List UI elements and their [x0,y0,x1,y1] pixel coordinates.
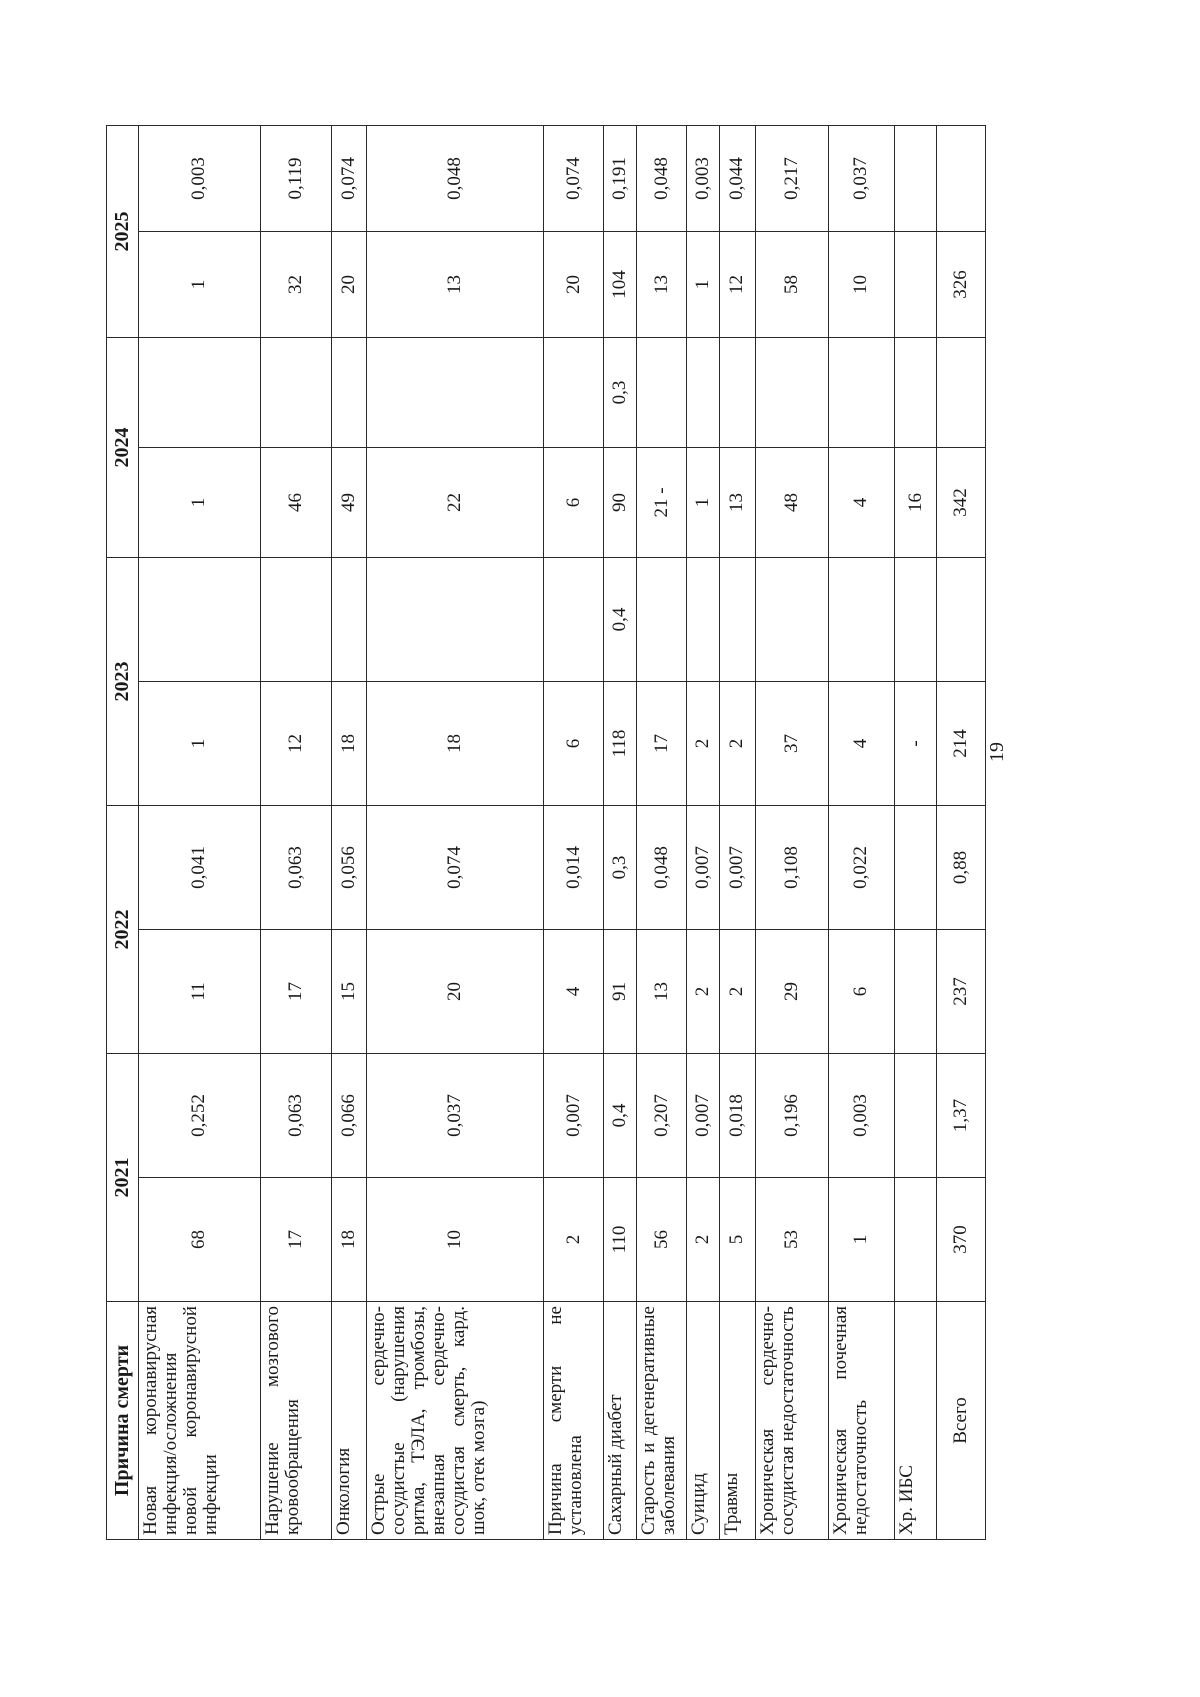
count-cell: 58 [755,232,828,338]
rate-cell: 0,014 [544,806,604,930]
count-cell: 1 [686,232,719,338]
count-cell: 11 [139,930,261,1054]
table-row [720,126,755,1540]
rate-cell: 0,191 [604,126,637,232]
header-year-2023: 2023 [107,558,139,806]
rate-cell [937,558,986,682]
cause-cell: Сахарный диабет [604,1302,637,1540]
rate-cell [260,558,331,682]
count-cell: 20 [544,232,604,338]
count-cell: 32 [260,232,331,338]
count-cell: 90 [604,448,637,558]
count-cell: 2 [686,1178,719,1302]
count-cell: 4 [544,930,604,1054]
rate-cell [367,338,544,448]
count-cell: 20 [367,930,544,1054]
rate-cell: 0,022 [828,806,894,930]
count-cell: 17 [637,682,687,806]
rate-cell [331,558,366,682]
table-row [604,126,637,1540]
rate-cell [937,126,986,232]
rate-cell [139,338,261,448]
cause-cell: Причина смерти не установлена [544,1302,604,1540]
count-cell: 118 [604,682,637,806]
count-cell: 49 [331,448,366,558]
count-cell: 10 [367,1178,544,1302]
count-cell: 237 [937,930,986,1054]
count-cell: 37 [755,682,828,806]
table-row [686,126,719,1540]
table-body [139,126,986,1540]
count-cell: 1 [686,448,719,558]
table-row [895,126,937,1540]
header-year-2025: 2025 [107,126,139,338]
rate-cell [544,558,604,682]
page-number: 19 [986,742,1008,762]
rate-cell [720,558,755,682]
count-cell: 13 [367,232,544,338]
rate-cell: 0,074 [544,126,604,232]
rate-cell [828,558,894,682]
count-cell [895,232,937,338]
count-cell: 13 [720,448,755,558]
rate-cell [331,338,366,448]
rate-cell: 1,37 [937,1054,986,1178]
count-cell: 53 [755,1178,828,1302]
rate-cell: 0,037 [367,1054,544,1178]
count-cell: 48 [755,448,828,558]
table-row [755,126,828,1540]
table-row [139,126,261,1540]
table-row [367,126,544,1540]
count-cell: 6 [544,682,604,806]
rate-cell [544,338,604,448]
header-year-2022: 2022 [107,806,139,1054]
mortality-causes-table [106,125,986,1540]
rate-cell: 0,074 [331,126,366,232]
count-cell: 4 [828,448,894,558]
count-cell: 4 [828,682,894,806]
rate-cell: 0,044 [720,126,755,232]
count-cell: 17 [260,930,331,1054]
table-header-row [107,126,139,1540]
count-cell: 17 [260,1178,331,1302]
count-cell: 370 [937,1178,986,1302]
table-row [637,126,687,1540]
count-cell: 1 [139,448,261,558]
rate-cell [895,1054,937,1178]
rate-cell: 0,4 [604,558,637,682]
rate-cell: 0,048 [367,126,544,232]
cause-cell: Травмы [720,1302,755,1540]
rate-cell [755,558,828,682]
rate-cell: 0,108 [755,806,828,930]
cause-cell: Хроническая сердечно-сосудистая недостаточность [755,1302,828,1540]
count-cell: 10 [828,232,894,338]
rate-cell [367,558,544,682]
count-cell: 6 [544,448,604,558]
rate-cell: 0,003 [828,1054,894,1178]
count-cell: 1 [139,682,261,806]
rate-cell: 0,063 [260,1054,331,1178]
count-cell: 12 [260,682,331,806]
cause-cell: Всего [937,1302,986,1540]
rate-cell: 0,003 [686,126,719,232]
count-cell: 2 [720,682,755,806]
table-row [828,126,894,1540]
count-cell: 16 [895,448,937,558]
rate-cell [637,338,687,448]
rate-cell [755,338,828,448]
rate-cell [828,338,894,448]
rate-cell: 0,007 [686,1054,719,1178]
table-row [331,126,366,1540]
rate-cell: 0,252 [139,1054,261,1178]
cause-cell: Старость и дегенеративные заболевания [637,1302,687,1540]
count-cell [895,930,937,1054]
rate-cell: 0,066 [331,1054,366,1178]
cause-cell: Хр. ИБС [895,1302,937,1540]
cause-cell: Суицид [686,1302,719,1540]
rate-cell: 0,063 [260,806,331,930]
rate-cell [937,338,986,448]
count-cell: 20 [331,232,366,338]
rate-cell: 0,88 [937,806,986,930]
count-cell: 22 [367,448,544,558]
rate-cell: 0,3 [604,338,637,448]
rate-cell [260,338,331,448]
rate-cell [895,126,937,232]
cause-cell: Хроническая почечная недостаточность [828,1302,894,1540]
cause-cell: Онкология [331,1302,366,1540]
rate-cell: 0,007 [544,1054,604,1178]
rate-cell [637,558,687,682]
rotated-table-container [106,126,986,1540]
count-cell: 18 [367,682,544,806]
rate-cell: 0,3 [604,806,637,930]
cause-cell: Новая коронавирусная инфекция/осложнения новой коронавирусной инфекции [139,1302,261,1540]
count-cell: 2 [720,930,755,1054]
table-row [937,126,986,1540]
rate-cell: 0,018 [720,1054,755,1178]
header-cause: Причина смерти [107,1302,139,1540]
count-cell: 15 [331,930,366,1054]
rate-cell: 0,048 [637,126,687,232]
count-cell: 13 [637,930,687,1054]
rate-cell: 0,007 [686,806,719,930]
rate-cell: 0,048 [637,806,687,930]
count-cell: 18 [331,682,366,806]
rotated-table-wrapper [106,126,986,1540]
count-cell: 1 [139,232,261,338]
table-row [260,126,331,1540]
rate-cell [895,806,937,930]
count-cell: 29 [755,930,828,1054]
rate-cell: 0,041 [139,806,261,930]
count-cell: 214 [937,682,986,806]
count-cell: 2 [544,1178,604,1302]
cause-cell: Острые сердечно-сосудистые (нарушения ритма, ТЭЛА, тромбозы, внезапная сердечно-сосудистая смерть, кард. шок, отек мозга) [367,1302,544,1540]
rate-cell: 0,003 [139,126,261,232]
cause-cell: Нарушение мозгового кровообращения [260,1302,331,1540]
rate-cell: 0,119 [260,126,331,232]
count-cell: - [895,682,937,806]
count-cell: 110 [604,1178,637,1302]
rate-cell: 0,207 [637,1054,687,1178]
count-cell: 68 [139,1178,261,1302]
count-cell: 46 [260,448,331,558]
count-cell: 13 [637,232,687,338]
header-year-2024: 2024 [107,338,139,558]
rate-cell: 0,037 [828,126,894,232]
rate-cell [686,338,719,448]
rate-cell: 0,4 [604,1054,637,1178]
count-cell: 326 [937,232,986,338]
rate-cell [139,558,261,682]
count-cell: 6 [828,930,894,1054]
rate-cell: 0,007 [720,806,755,930]
count-cell: 56 [637,1178,687,1302]
count-cell: 2 [686,930,719,1054]
rate-cell [720,338,755,448]
rate-cell: 0,217 [755,126,828,232]
table-row [544,126,604,1540]
count-cell: 91 [604,930,637,1054]
count-cell: 342 [937,448,986,558]
rate-cell: 0,074 [367,806,544,930]
rate-cell [895,558,937,682]
count-cell: 18 [331,1178,366,1302]
count-cell: 2 [686,682,719,806]
rate-cell: 0,056 [331,806,366,930]
count-cell [895,1178,937,1302]
count-cell: 104 [604,232,637,338]
count-cell: 21 - [637,448,687,558]
header-year-2021: 2021 [107,1054,139,1302]
rate-cell [895,338,937,448]
rate-cell [686,558,719,682]
count-cell: 12 [720,232,755,338]
count-cell: 1 [828,1178,894,1302]
rate-cell: 0,196 [755,1054,828,1178]
count-cell: 5 [720,1178,755,1302]
